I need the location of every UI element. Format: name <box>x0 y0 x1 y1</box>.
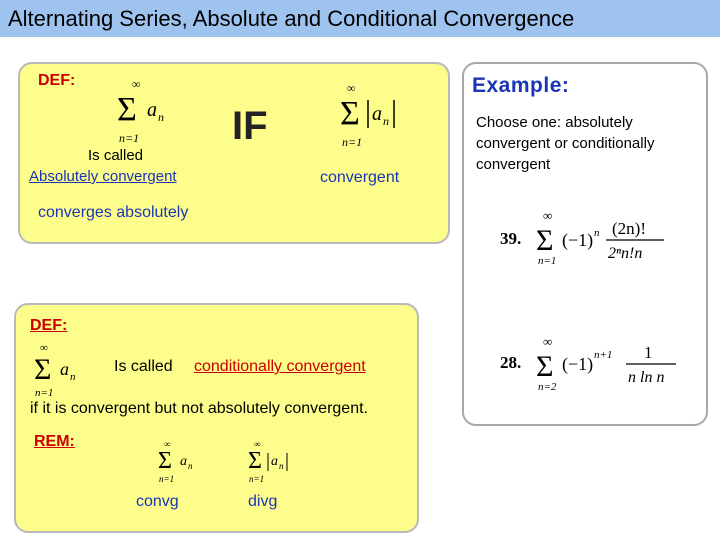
definition-box-absolute <box>18 62 450 244</box>
svg-text:(−1): (−1) <box>562 354 594 374</box>
svg-text:a: a <box>372 103 382 125</box>
svg-text:n+1: n+1 <box>594 349 613 361</box>
svg-text:∞: ∞ <box>132 78 141 91</box>
svg-text:Σ: Σ <box>340 95 360 132</box>
svg-text:n=1: n=1 <box>159 474 175 484</box>
svg-text:Σ: Σ <box>536 350 554 383</box>
svg-text:(2n)!: (2n)! <box>612 219 646 238</box>
example-instruction: Choose one: absolutely convergent or conditionally convergent <box>476 114 655 173</box>
svg-text:n: n <box>383 114 389 128</box>
svg-text:(−1): (−1) <box>562 230 594 250</box>
divg-text: divg <box>248 493 278 510</box>
svg-text:Σ: Σ <box>248 448 262 474</box>
convg-text: convg <box>136 493 179 510</box>
is-called-text: Is called <box>88 147 144 164</box>
svg-text:∞: ∞ <box>164 439 171 449</box>
example-heading: Example: <box>472 74 570 97</box>
if-text: IF <box>232 104 268 148</box>
svg-text:28.: 28. <box>500 353 522 372</box>
svg-text:n: n <box>70 371 76 383</box>
title-bar <box>0 0 720 37</box>
svg-text:a: a <box>180 454 187 469</box>
svg-text:n: n <box>594 227 600 239</box>
definition-box-conditional <box>14 303 419 533</box>
slide-title: Alternating Series, Absolute and Conditional Convergence <box>8 6 575 31</box>
svg-text:n=1: n=1 <box>35 387 54 399</box>
svg-text:Σ: Σ <box>536 224 554 257</box>
svg-text:a: a <box>147 99 157 121</box>
svg-text:n=1: n=1 <box>249 474 265 484</box>
svg-text:39.: 39. <box>500 229 522 248</box>
svg-text:a: a <box>271 454 278 469</box>
sum-an-formula <box>32 341 102 401</box>
is-called-text: Is called <box>114 358 173 375</box>
svg-text:2ⁿn!n: 2ⁿn!n <box>608 245 643 262</box>
svg-text:Σ: Σ <box>158 448 172 474</box>
absolutely-convergent-text: Absolutely convergent <box>29 168 177 185</box>
problem-28-formula <box>498 336 698 394</box>
conditionally-convergent-text: conditionally convergent <box>194 358 366 375</box>
svg-text:n=1: n=1 <box>538 255 557 267</box>
rem-sum-an-formula <box>156 438 216 486</box>
svg-text:∞: ∞ <box>40 342 48 354</box>
sum-an-formula <box>115 78 185 150</box>
def-label: DEF: <box>38 72 76 89</box>
sum-abs-an-formula <box>338 78 418 150</box>
definition-sentence: if it is convergent but not absolutely convergent. <box>30 400 368 417</box>
svg-text:Σ: Σ <box>117 91 137 128</box>
rem-sum-abs-an-formula <box>246 438 306 486</box>
svg-text:n: n <box>279 461 284 471</box>
svg-text:∞: ∞ <box>347 81 356 95</box>
svg-text:a: a <box>60 359 69 379</box>
svg-text:n=2: n=2 <box>538 381 557 393</box>
problem-39-formula <box>498 206 688 272</box>
svg-text:n ln n: n ln n <box>628 369 665 386</box>
svg-text:∞: ∞ <box>254 439 261 449</box>
rem-label: REM: <box>34 433 75 450</box>
converges-absolutely-text: converges absolutely <box>38 204 189 221</box>
svg-text:n=1: n=1 <box>119 131 140 145</box>
svg-text:1: 1 <box>644 343 653 362</box>
svg-text:n=1: n=1 <box>342 135 363 149</box>
convergent-text: convergent <box>320 169 400 186</box>
example-panel <box>462 62 708 426</box>
svg-text:Σ: Σ <box>34 353 52 386</box>
svg-text:n: n <box>158 110 164 124</box>
svg-text:n: n <box>188 461 193 471</box>
svg-text:∞: ∞ <box>543 208 553 223</box>
def-label: DEF: <box>30 317 68 334</box>
svg-text:∞: ∞ <box>543 336 553 349</box>
